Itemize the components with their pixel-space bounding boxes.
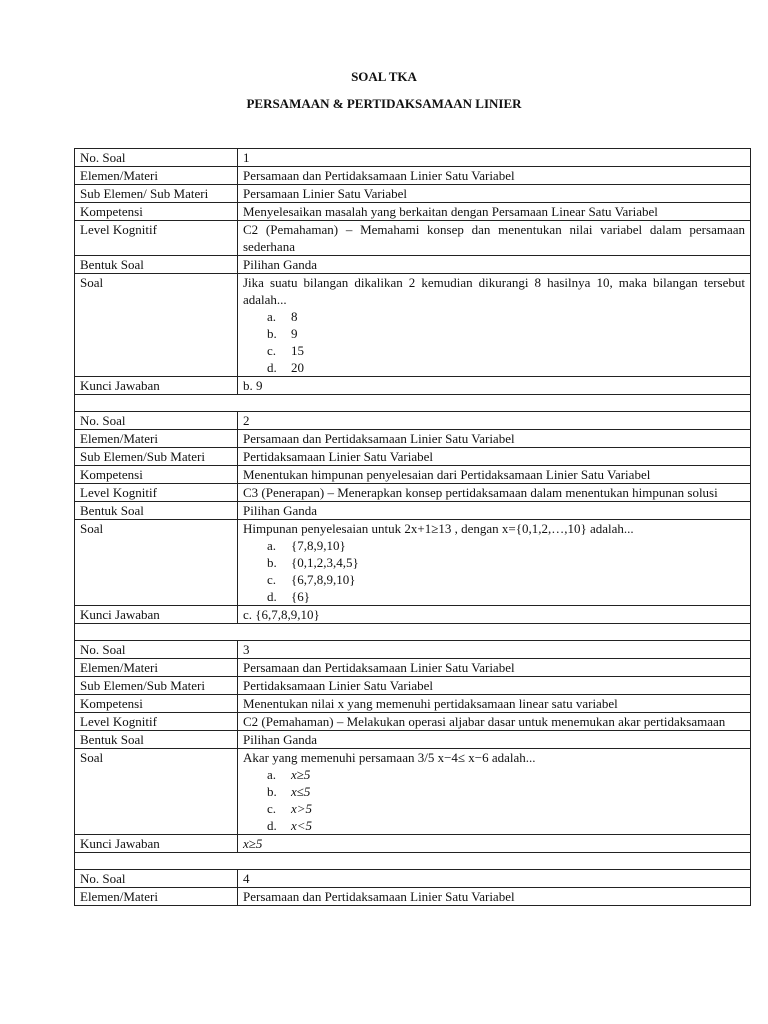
question-text: Jika suatu bilangan dikalikan 2 kemudian dikurangi 8 hasilnya 10, maka bilangan tersebut adalah... [243,275,745,307]
label-no-soal: No. Soal [75,149,238,167]
option-a [243,308,745,325]
label-bentuk: Bentuk Soal [75,256,238,274]
value-no-soal: 1 [238,149,751,167]
option-a [243,537,745,554]
value-kompetensi: Menyelesaikan masalah yang berkaitan dengan Persamaan Linear Satu Variabel [238,203,751,221]
label-level: Level Kognitif [75,713,238,731]
option-b [243,783,745,800]
label-bentuk: Bentuk Soal [75,502,238,520]
option-text: {0,1,2,3,4,5} [291,555,359,570]
option-text: x>5 [291,801,313,816]
value-kunci: b. 9 [238,377,751,395]
option-letter: b. [267,784,277,799]
value-soal [238,749,751,835]
row-elemen [75,430,751,448]
option-letter: d. [267,360,277,375]
option-letter: d. [267,589,277,604]
label-kompetensi: Kompetensi [75,695,238,713]
option-d [243,359,745,376]
row-level [75,713,751,731]
value-kompetensi: Menentukan nilai x yang memenuhi pertidaksamaan linear satu variabel [238,695,751,713]
option-d [243,588,745,605]
spacer-row [75,624,751,641]
option-b [243,554,745,571]
row-bentuk [75,731,751,749]
question-table-2 [74,411,751,641]
row-sub-elemen [75,677,751,695]
row-sub-elemen [75,448,751,466]
value-soal [238,520,751,606]
row-bentuk [75,502,751,520]
label-kunci: Kunci Jawaban [75,835,238,853]
value-elemen: Persamaan dan Pertidaksamaan Linier Satu Variabel [238,888,751,906]
row-elemen [75,659,751,677]
answer-options [243,766,745,834]
document-title: SOAL TKA [351,69,417,84]
row-kompetensi [75,203,751,221]
option-letter: c. [267,801,277,816]
row-soal [75,749,751,835]
label-level: Level Kognitif [75,484,238,502]
option-b [243,325,745,342]
value-level: C2 (Pemahaman) – Memahami konsep dan menentukan nilai variabel dalam persamaan sederhana [238,221,751,256]
row-level [75,484,751,502]
row-bentuk [75,256,751,274]
label-elemen: Elemen/Materi [75,888,238,906]
row-soal [75,520,751,606]
row-no-soal [75,870,751,888]
value-elemen: Persamaan dan Pertidaksamaan Linier Satu Variabel [238,659,751,677]
row-no-soal [75,641,751,659]
label-elemen: Elemen/Materi [75,430,238,448]
label-level: Level Kognitif [75,221,238,256]
value-sub-elemen: Persamaan Linier Satu Variabel [238,185,751,203]
option-c [243,571,745,588]
value-kunci: c. {6,7,8,9,10} [238,606,751,624]
value-elemen: Persamaan dan Pertidaksamaan Linier Satu Variabel [238,167,751,185]
spacer-row [75,853,751,870]
label-no-soal: No. Soal [75,412,238,430]
label-no-soal: No. Soal [75,641,238,659]
option-text: 9 [291,326,298,341]
label-no-soal: No. Soal [75,870,238,888]
value-no-soal: 2 [238,412,751,430]
option-text: x≤5 [291,784,311,799]
label-kompetensi: Kompetensi [75,203,238,221]
option-letter: b. [267,555,277,570]
label-sub-elemen: Sub Elemen/Sub Materi [75,448,238,466]
value-no-soal: 4 [238,870,751,888]
option-c [243,800,745,817]
label-sub-elemen: Sub Elemen/Sub Materi [75,677,238,695]
question-text: Himpunan penyelesaian untuk 2x+1≥13 , dengan x={0,1,2,…,10} adalah... [243,521,634,536]
value-soal [238,274,751,377]
label-kompetensi: Kompetensi [75,466,238,484]
row-level [75,221,751,256]
label-soal: Soal [75,520,238,606]
label-soal: Soal [75,274,238,377]
question-text: Akar yang memenuhi persamaan 3/5 x−4≤ x−6 adalah... [243,750,536,765]
option-letter: a. [267,309,277,324]
label-elemen: Elemen/Materi [75,167,238,185]
row-kunci [75,835,751,853]
row-kompetensi [75,695,751,713]
row-kunci [75,606,751,624]
value-level: C2 (Pemahaman) – Melakukan operasi aljabar dasar untuk menemukan akar pertidaksamaan [238,713,751,731]
row-no-soal [75,149,751,167]
option-letter: a. [267,767,277,782]
answer-options [243,308,745,376]
option-d [243,817,745,834]
spacer-cell [75,624,751,641]
option-text: 20 [291,360,304,375]
spacer-row [75,395,751,412]
row-elemen [75,888,751,906]
option-letter: b. [267,326,277,341]
spacer-cell [75,395,751,412]
question-table-3 [74,640,751,870]
value-bentuk: Pilihan Ganda [238,731,751,749]
value-level: C3 (Penerapan) – Menerapkan konsep pertidaksamaan dalam menentukan himpunan solusi [238,484,751,502]
row-elemen [75,167,751,185]
option-a [243,766,745,783]
option-text: 8 [291,309,298,324]
option-letter: d. [267,818,277,833]
row-kunci [75,377,751,395]
option-c [243,342,745,359]
spacer-cell [75,853,751,870]
question-table-1 [74,148,751,412]
value-kunci: x≥5 [238,835,751,853]
value-bentuk: Pilihan Ganda [238,502,751,520]
label-soal: Soal [75,749,238,835]
option-letter: a. [267,538,277,553]
label-kunci: Kunci Jawaban [75,606,238,624]
option-text: {7,8,9,10} [291,538,346,553]
option-text: x<5 [291,818,313,833]
option-text: {6,7,8,9,10} [291,572,356,587]
label-kunci: Kunci Jawaban [75,377,238,395]
value-elemen: Persamaan dan Pertidaksamaan Linier Satu Variabel [238,430,751,448]
question-table-4 [74,869,751,906]
answer-options [243,537,745,605]
row-soal [75,274,751,377]
label-sub-elemen: Sub Elemen/ Sub Materi [75,185,238,203]
option-text: {6} [291,589,310,604]
option-letter: c. [267,572,277,587]
value-sub-elemen: Pertidaksamaan Linier Satu Variabel [238,677,751,695]
row-no-soal [75,412,751,430]
value-no-soal: 3 [238,641,751,659]
label-bentuk: Bentuk Soal [75,731,238,749]
row-kompetensi [75,466,751,484]
row-sub-elemen [75,185,751,203]
document-subtitle: PERSAMAAN & PERTIDAKSAMAAN LINIER [246,96,522,111]
value-bentuk: Pilihan Ganda [238,256,751,274]
option-text: 15 [291,343,304,358]
option-letter: c. [267,343,277,358]
label-elemen: Elemen/Materi [75,659,238,677]
value-sub-elemen: Pertidaksamaan Linier Satu Variabel [238,448,751,466]
question-tables [74,148,751,906]
value-kompetensi: Menentukan himpunan penyelesaian dari Pertidaksamaan Linier Satu Variabel [238,466,751,484]
option-text: x≥5 [291,767,311,782]
